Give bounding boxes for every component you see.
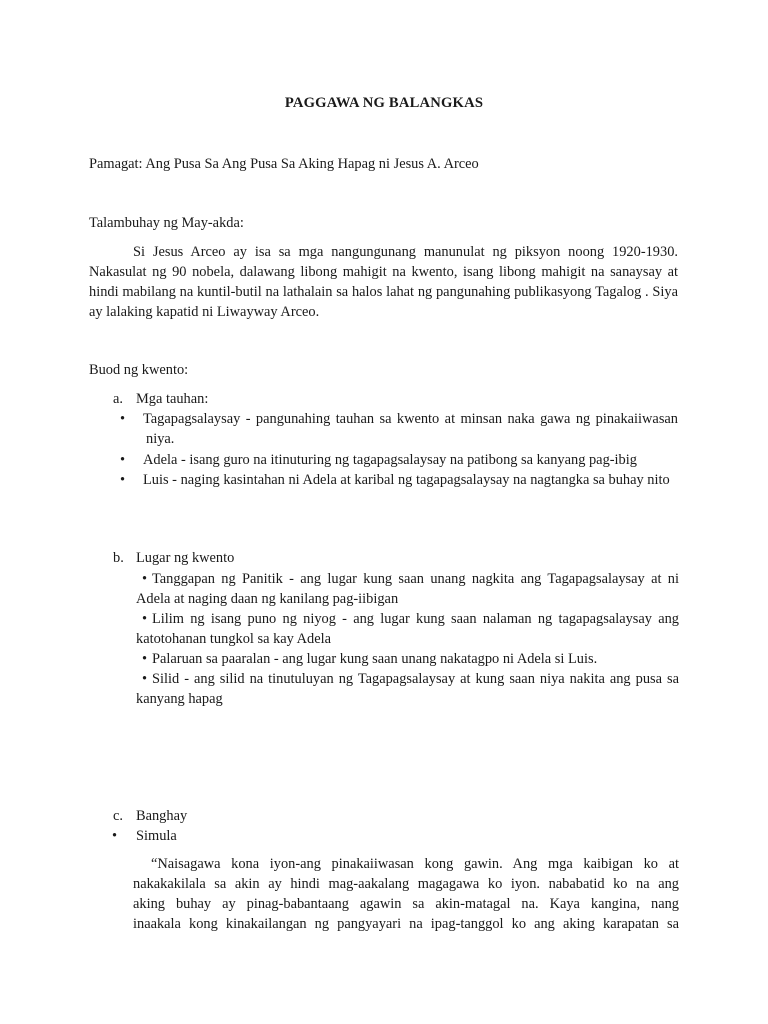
tauhan-heading: Mga tauhan:: [136, 391, 209, 407]
list-item-text: Tagapagsalaysay - pangunahing tauhan sa kwento at minsan naka gawa ng pinakaiiwasan niya.: [143, 411, 678, 447]
list-item-text: Palaruan sa paaralan - ang lugar kung saan unang nakatagpo ni Adela si Luis.: [152, 651, 598, 667]
buod-heading: Buod ng kwento:: [89, 362, 189, 378]
list-item-text: Lilim ng isang puno ng niyog - ang lugar kung saan nalaman ng tagapagsalaysay ang katotohanan tungkol sa kay Adela: [136, 611, 679, 647]
simula-quote: [133, 854, 679, 934]
tauhan-marker: a.: [113, 391, 123, 407]
bullet-icon: •: [120, 472, 126, 488]
list-item-text: Adela - isang guro na itinuturing ng tagapagsalaysay na patibong sa kanyang pag-ibig: [143, 452, 637, 468]
bullet-icon: •: [120, 411, 126, 427]
talambuhay-heading: Talambuhay ng May-akda:: [89, 215, 244, 231]
quote-line: aking buhay ay pinag-babantaang agawin sa akin-matagal na. Kaya kangina, nang: [133, 896, 679, 912]
quote-line: nakakakilala sa akin ay hindi mag-aakalang magagawa ko iyon. nababatid ko na ang: [133, 876, 679, 892]
talambuhay-paragraph: Si Jesus Arceo ay isa sa mga nangungunang manunulat ng piksyon noong 1920-1930. Nakasulat ng 90 nobela, dalawang libong mahigit na kwento, isang libong mahigit na sanaysay at hindi mabilang na kuntil-butil na lathalain sa halos lahat ng pangunahing publikasyong Tagalog . Siya ay lalaking kapatid ni Liwayway Arceo.: [89, 244, 678, 320]
list-item: [120, 470, 678, 490]
list-item-text: Luis - naging kasintahan ni Adela at karibal ng tagapagsalaysay na nagtangka sa buhay nito: [143, 472, 670, 488]
list-item: [120, 450, 678, 470]
pamagat-line: Pamagat: Ang Pusa Sa Ang Pusa Sa Aking Hapag ni Jesus A. Arceo: [89, 156, 479, 172]
list-item: [136, 669, 679, 709]
bullet-icon: •: [142, 671, 148, 687]
bullet-icon: •: [142, 571, 148, 587]
bullet-icon: •: [120, 452, 126, 468]
bullet-icon: •: [112, 828, 118, 844]
lugar-marker: b.: [113, 550, 124, 566]
list-item: [120, 409, 678, 449]
list-item: [136, 649, 679, 669]
document-title: PAGGAWA NG BALANGKAS: [284, 95, 484, 111]
bullet-icon: •: [142, 611, 148, 627]
quote-line: “Naisagawa kona iyon-ang pinakaiiwasan kong gawin. Ang mga kaibigan ko at: [151, 856, 679, 872]
lugar-heading: Lugar ng kwento: [136, 550, 235, 566]
bullet-icon: •: [142, 651, 148, 667]
banghay-marker: c.: [113, 808, 123, 824]
list-item-text: Silid - ang silid na tinutuluyan ng Tagapagsalaysay at kung saan niya nakita ang pusa sa kanyang hapag: [136, 671, 679, 707]
list-item-text: Tanggapan ng Panitik - ang lugar kung saan unang nagkita ang Tagapagsalaysay at ni Adela at naging daan ng kanilang pag-iibigan: [136, 571, 679, 607]
simula-label: Simula: [136, 828, 177, 844]
quote-line: inaakala kong kinakailangan ng pangyayari na ipag-tanggol ko ang aking karapatan sa: [133, 916, 679, 932]
list-item: [136, 569, 679, 609]
list-item: [136, 609, 679, 649]
banghay-heading: Banghay: [136, 808, 188, 824]
